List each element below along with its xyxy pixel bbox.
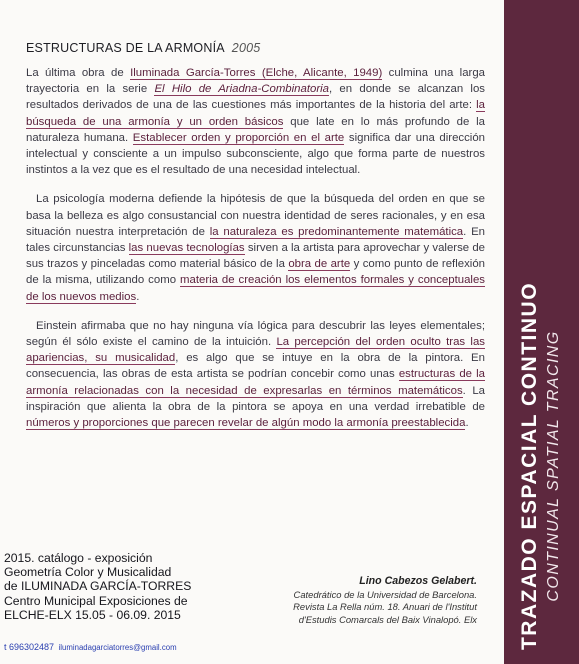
catalog-line: de ILUMINADA GARCÍA-TORRES — [4, 579, 192, 594]
author-affiliation: Catedrático de la Universidad de Barcelona. — [293, 589, 477, 600]
catalog-line: Centro Municipal Exposiciones de — [4, 593, 188, 608]
text-run: sirven a la artista para aprovechar y valerse de sus trazos y pinceladas como material básico de la — [26, 242, 485, 271]
text-run: , en donde se alcanzan los resultados derivados de una de las cuestiones más importantes de la historia del arte: — [26, 83, 485, 112]
text-run: . La inspiración que alienta la obra de la pintora se apoya en una verdad irrebatible de — [26, 384, 486, 413]
sidebar-title-main: TRAZADO ESPACIAL CONTINUO — [518, 281, 541, 651]
catalog-line: 2015. catálogo - exposición — [4, 551, 153, 565]
article-paragraph — [26, 65, 485, 178]
highlighted-phrase: obra de arte — [288, 258, 351, 271]
text-run: La última obra de — [26, 67, 131, 79]
article-paragraph — [26, 318, 485, 431]
author-source: Revista La Rella núm. 18. Anuari de l'Institut — [293, 601, 477, 613]
author-source: d'Estudis Comarcals del Baix Vinalopó. Elx — [298, 613, 477, 625]
highlighted-phrase: materia de creación los elementos formales y conceptuales de los nuevos medios — [26, 274, 485, 303]
text-run: que late en lo más profundo de la naturaleza humana. — [26, 115, 485, 144]
highlighted-phrase: la naturaleza es predominantemente matemática — [209, 225, 464, 238]
catalog-line: ELCHE-ELX 15.05 - 06.09. 2015 — [4, 607, 181, 622]
article-body — [26, 65, 485, 444]
text-run: . — [465, 417, 469, 430]
text-run: , es algo que se intuye en la obra de la pintora. En consecuencia, las obras de esta artista se podrían concebir como unas — [26, 352, 485, 381]
text-run: y como punto de reflexión de la misma, utilizando como — [26, 258, 485, 287]
highlighted-phrase: la búsqueda de una armonía y un orden básicos — [26, 99, 485, 128]
author-name: Lino Cabezos Gelabert. — [359, 575, 477, 587]
contact-phone: t 696302487 — [4, 642, 55, 652]
highlighted-phrase: La percepción del orden oculto tras las apariencias, su musicalidad — [26, 336, 485, 365]
sidebar-title — [517, 282, 565, 650]
contact-info — [4, 642, 177, 652]
highlighted-phrase: El Hilo de Ariadna-Combinatoria — [154, 83, 330, 96]
highlighted-phrase: Establecer orden y proporción en el arte — [132, 131, 345, 144]
article-paragraph — [26, 191, 485, 304]
title-year: 2005 — [231, 41, 261, 55]
highlighted-phrase: las nuevas tecnologías — [128, 242, 245, 255]
catalog-line: Geometría Color y Musicalidad — [4, 565, 172, 580]
text-run: Einstein afirmaba que no hay ninguna vía lógica para descubrir las leyes elementales; según él sólo existe el camino de la intuición. — [26, 319, 485, 349]
text-run: . En tales circunstancias — [26, 225, 486, 255]
text-run: La psicología moderna defiende la hipótesis de que la búsqueda del orden en que se basa la belleza es algo consustancial con nuestra identidad de seres racionales, y en esa situación nuestra interpretación de — [26, 193, 485, 238]
highlighted-phrase: Iluminada García-Torres (Elche, Alicante, 1949) — [130, 67, 383, 79]
highlighted-phrase: números y proporciones que parecen revelar de algún modo la armonía preestablecida — [26, 417, 466, 430]
sidebar-band — [504, 0, 579, 664]
text-run: significa dar una dirección intelectual y consciente a un impulso subconsciente, algo que forma parte de nuestros instintos a la vez que es el resultado de una necesidad intelectual. — [26, 131, 485, 177]
author-credit — [217, 575, 477, 626]
text-run: culmina una larga trayectoria en la serie — [26, 67, 485, 96]
highlighted-phrase: estructuras de la armonía relacionadas con la necesidad de expresarlas en términos matemáticos — [26, 368, 485, 397]
text-run: . — [136, 290, 140, 303]
heading — [26, 41, 260, 55]
page-title: ESTRUCTURAS DE LA ARMONÍA — [26, 41, 225, 55]
contact-email[interactable]: iluminadagarciatorres@gmail.com — [58, 643, 177, 652]
sidebar-title-sub: CONTINUAL SPATIAL TRACING — [545, 330, 562, 602]
